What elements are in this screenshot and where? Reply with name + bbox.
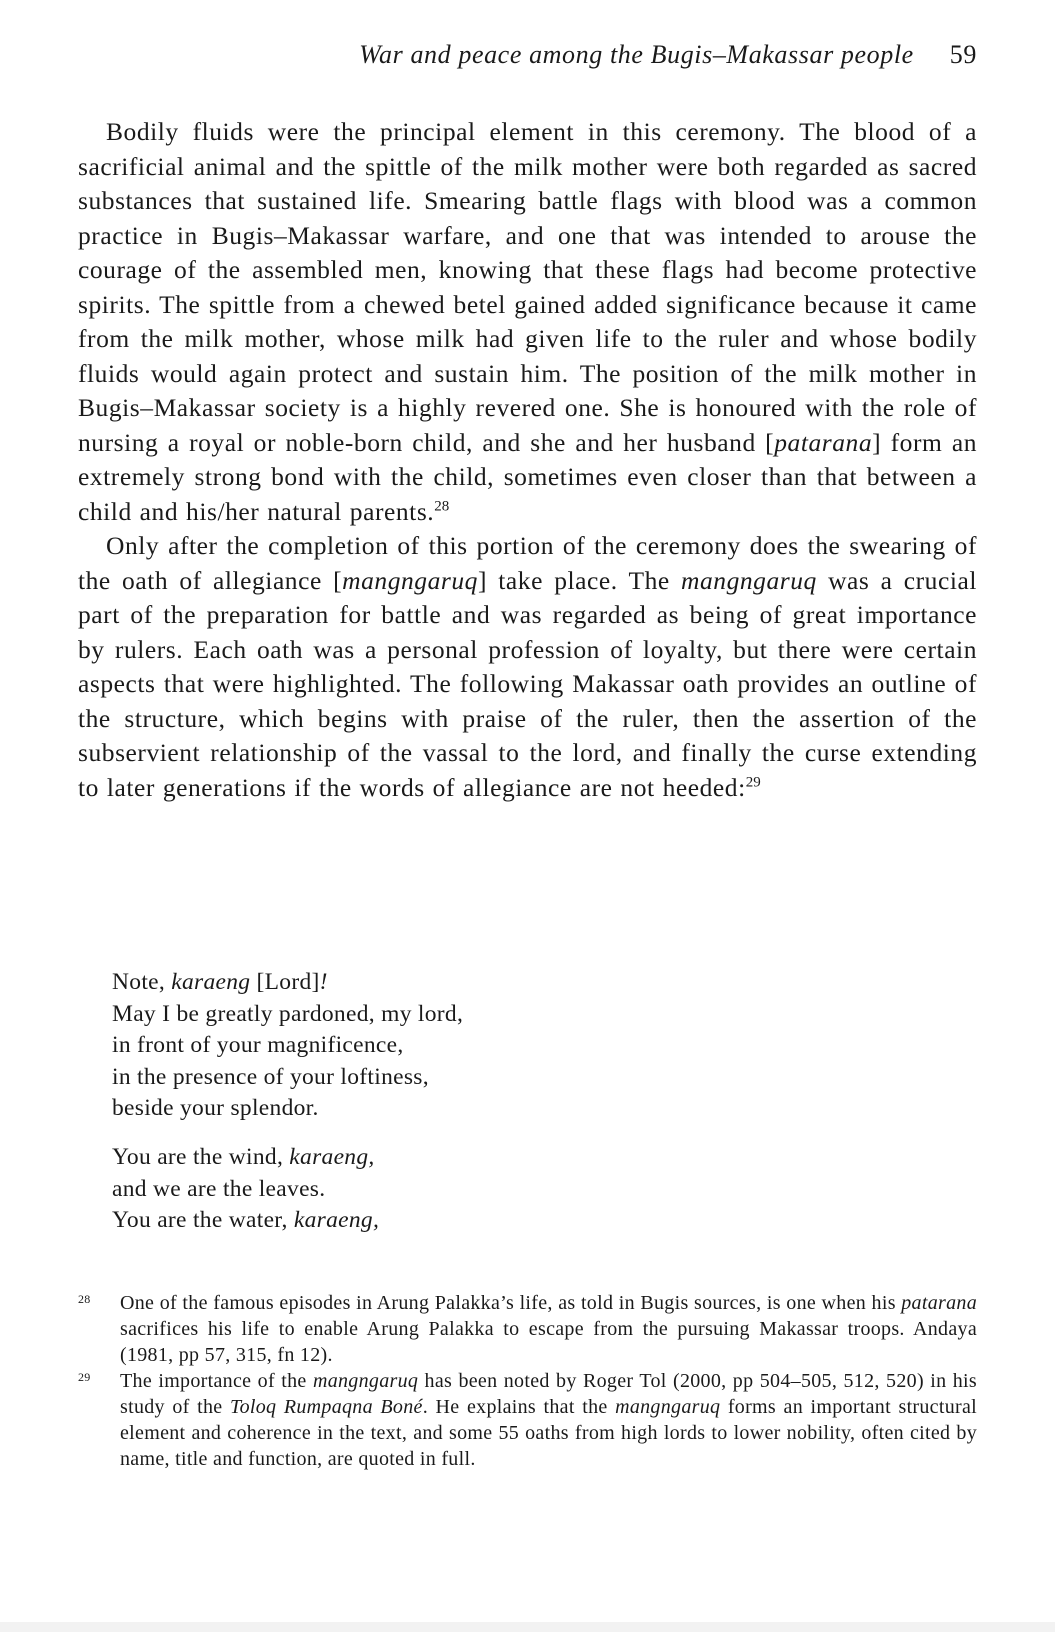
footnote-ref-28[interactable]: 28 [434,498,450,514]
verse-line [112,1142,712,1174]
paragraph-2-text-b: ] take place. The [477,565,681,595]
verse-text: You are the wind, [112,1144,290,1170]
verse-line [112,1205,712,1237]
paragraph-2 [78,529,977,805]
page-number: 59 [949,40,977,69]
term-mangngaruq: mangngaruq [681,565,817,595]
running-header [78,40,977,80]
term-mangngaruq: mangngaruq [312,1370,419,1392]
paragraph-1-text-end: ] form an extremely strong bond with the child, sometimes even closer than that between a child and his/her natural parents. [78,427,977,526]
verse-line: in front of your magnificence, [112,1032,404,1058]
main-text [78,115,977,805]
paragraph-1-text: Bodily fluids were the principal element in this ceremony. The blood of a sacrificial animal and the spittle of the milk mother were both regarded as sacred substances that sustained life. Smearing battle flags with blood was a common practice in Bugis–Makassar warfare, and one that was intended to arouse the courage of the assembled men, knowing that these flags had become protective spirits. The spittle from a chewed betel gained added significance because it came from the milk mother, whose milk had given life to the ruler and whose bodily fluids would again protect and sustain him. The position of the milk mother in Bugis–Makassar society is a highly revered one. She is honoured with the role of nursing a royal or noble-born child, and she and her husband [ [78,117,977,457]
footnote-28 [78,1290,977,1368]
verse-text: ! [319,969,328,995]
term-karaeng: karaeng [171,969,251,995]
verse-line [112,967,712,999]
paragraph-2-text-c: was a crucial part of the preparation for battle and was regarded as being of great importance by rulers. Each oath was a personal profession of loyalty, but there were certain aspects that were highlighted. The following Makassar oath provides an outline of the structure, which begins with praise of the ruler, then the assertion of the subservient relationship of the vassal to the lord, and finally the curse extending to later generations if the words of allegiance are not heeded: [78,565,977,802]
page-bottom-edge [0,1622,1055,1632]
running-title: War and peace among the Bugis–Makassar people [359,40,914,69]
term-karaeng: karaeng, [289,1144,375,1170]
verse-text: You are the water, [112,1207,294,1233]
verse-line: in the presence of your loftiness, [112,1063,429,1090]
footnote-text: forms an important structural element and coherence in the text, and some 55 oaths from high lords to lower nobility, often cited by name, title and function, are quoted in full. [120,1396,978,1470]
oath-verse-stanza-1 [112,967,712,1125]
footnote-text: . He explains that the [422,1396,616,1418]
footnotes [78,1290,977,1472]
footnote-ref-29[interactable]: 29 [745,774,761,790]
footnote-number: 28 [78,1292,91,1306]
footnote-text: One of the famous episodes in Arung Palakka’s life, as told in Bugis sources, is one when his [120,1292,902,1314]
term-karaeng: karaeng, [293,1207,380,1233]
term-patarana: patarana [774,427,873,457]
footnote-29 [78,1368,977,1472]
verse-line: May I be greatly pardoned, my lord, [112,1000,464,1027]
term-mangngaruq: mangngaruq [342,565,478,595]
term-mangngaruq: mangngaruq [615,1396,721,1418]
work-title: Toloq Rumpaqna Boné [229,1396,423,1418]
oath-verse-stanza-2 [112,1142,712,1237]
verse-text: [Lord] [250,969,320,995]
verse-text: Note, [112,969,172,995]
footnote-number: 29 [78,1370,91,1384]
footnote-text: The importance of the [120,1370,313,1392]
paragraph-2-text-a: Only after the completion of this portion of the ceremony does the swearing of the oath of allegiance [ [78,531,977,595]
footnote-text: sacrifices his life to enable Arung Palakka to escape from the pursuing Makassar troops. Andaya (1981, pp 57, 315, fn 12). [120,1318,977,1366]
verse-line: beside your splendor. [112,1095,319,1121]
verse-line: and we are the leaves. [112,1175,326,1202]
paragraph-1 [78,115,977,529]
footnote-text: has been noted by Roger Tol (2000, pp 504–505, 512, 520) in his study of the [120,1370,978,1418]
term-patarana: patarana [901,1292,977,1314]
